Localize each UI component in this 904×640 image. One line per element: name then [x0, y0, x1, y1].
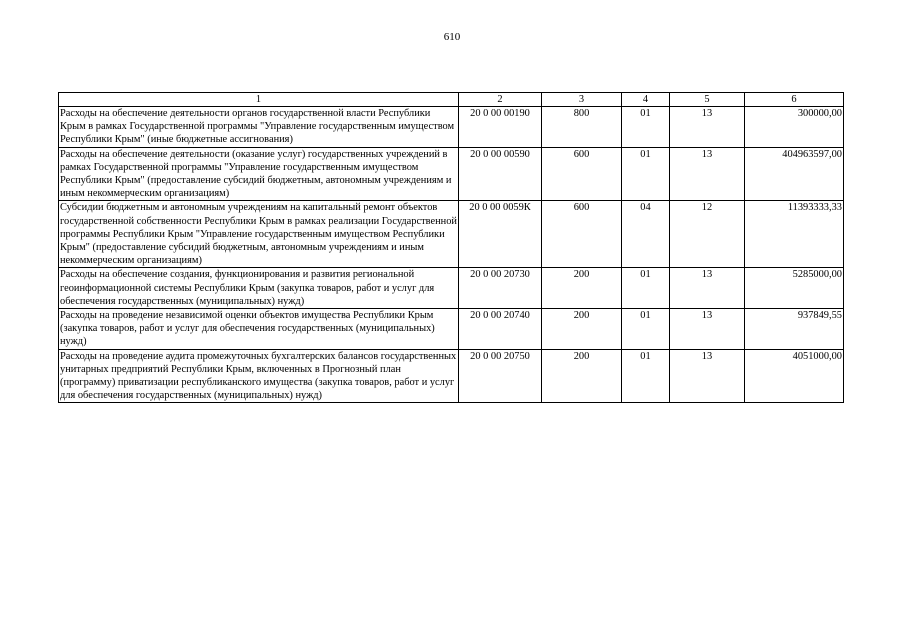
expense-name: Субсидии бюджетным и автономным учреждениям на капитальный ремонт объектов государственной собственности Республики Крым в рамках реализации Государственной программы Республики Крым "Управление государственным имуществом Республики Крым" (предоставление субсидий бюджетным, автономным учреждениям и иным некоммерческим организациям) [60, 202, 457, 267]
expense-type-code: 200 [542, 268, 622, 309]
subsection-code: 13 [670, 309, 745, 350]
section-code: 04 [622, 201, 670, 268]
target-article-code: 20 0 00 0059К [459, 201, 542, 268]
target-article-code: 20 0 00 00590 [459, 147, 542, 201]
section-code: 01 [622, 147, 670, 201]
column-header-4: 4 [622, 93, 670, 107]
amount: 300000,00 [745, 107, 844, 148]
section-code: 01 [622, 268, 670, 309]
section-code: 01 [622, 107, 670, 148]
expense-name: Расходы на проведение аудита промежуточных бухгалтерских балансов государственных унитарных предприятий Республики Крым, включенных в Прогнозный план (программу) приватизации республиканского имущества (закупка товаров, работ и услуг для обеспечения государственных (муниципальных) нужд) [59, 349, 459, 403]
subsection-code: 13 [670, 107, 745, 148]
expense-name: Расходы на обеспечение деятельности (оказание услуг) государственных учреждений в рамках Государственной программы "Управление государственным имуществом Республики Крым" (предоставление субсидий бюджетным, автономным учреждениям и иным некоммерческим организациям) [59, 147, 459, 201]
column-header-3: 3 [542, 93, 622, 107]
section-code: 01 [622, 349, 670, 403]
section-code: 01 [622, 309, 670, 350]
expense-name: Расходы на обеспечение деятельности органов государственной власти Республики Крым в рамках Государственной программы "Управление государственным имуществом Республики Крым" (иные бюджетные ассигнования) [59, 107, 459, 148]
expense-type-code: 600 [542, 201, 622, 268]
expense-type-code: 200 [542, 309, 622, 350]
table-row [59, 107, 844, 148]
table-header-row [59, 93, 844, 107]
column-header-5: 5 [670, 93, 745, 107]
amount: 11393333,33 [745, 201, 844, 268]
expense-type-code: 200 [542, 349, 622, 403]
expense-name: Расходы на обеспечение создания, функционирования и развития региональной геоинформационной системы Республики Крым (закупка товаров, работ и услуг для обеспечения государственных (муниципальных) нужд) [59, 268, 459, 309]
amount: 4051000,00 [745, 349, 844, 403]
table-row [59, 349, 844, 403]
expense-type-code: 800 [542, 107, 622, 148]
amount: 5285000,00 [745, 268, 844, 309]
target-article-code: 20 0 00 00190 [459, 107, 542, 148]
amount: 937849,55 [745, 309, 844, 350]
column-header-6: 6 [745, 93, 844, 107]
target-article-code: 20 0 00 20730 [459, 268, 542, 309]
expense-name: Расходы на проведение независимой оценки объектов имущества Республики Крым (закупка товаров, работ и услуг для обеспечения государственных (муниципальных) нужд) [59, 309, 459, 350]
amount: 404963597,00 [745, 147, 844, 201]
target-article-code: 20 0 00 20740 [459, 309, 542, 350]
subsection-code: 13 [670, 349, 745, 403]
budget-table [58, 92, 844, 403]
subsection-code: 13 [670, 147, 745, 201]
table-row [59, 147, 844, 201]
table-row [59, 268, 844, 309]
table-row [59, 201, 844, 268]
target-article-code: 20 0 00 20750 [459, 349, 542, 403]
subsection-code: 12 [670, 201, 745, 268]
subsection-code: 13 [670, 268, 745, 309]
table-row [59, 309, 844, 350]
column-header-2: 2 [459, 93, 542, 107]
page-number: 610 [443, 31, 461, 43]
expense-type-code: 600 [542, 147, 622, 201]
column-header-1: 1 [59, 93, 459, 107]
